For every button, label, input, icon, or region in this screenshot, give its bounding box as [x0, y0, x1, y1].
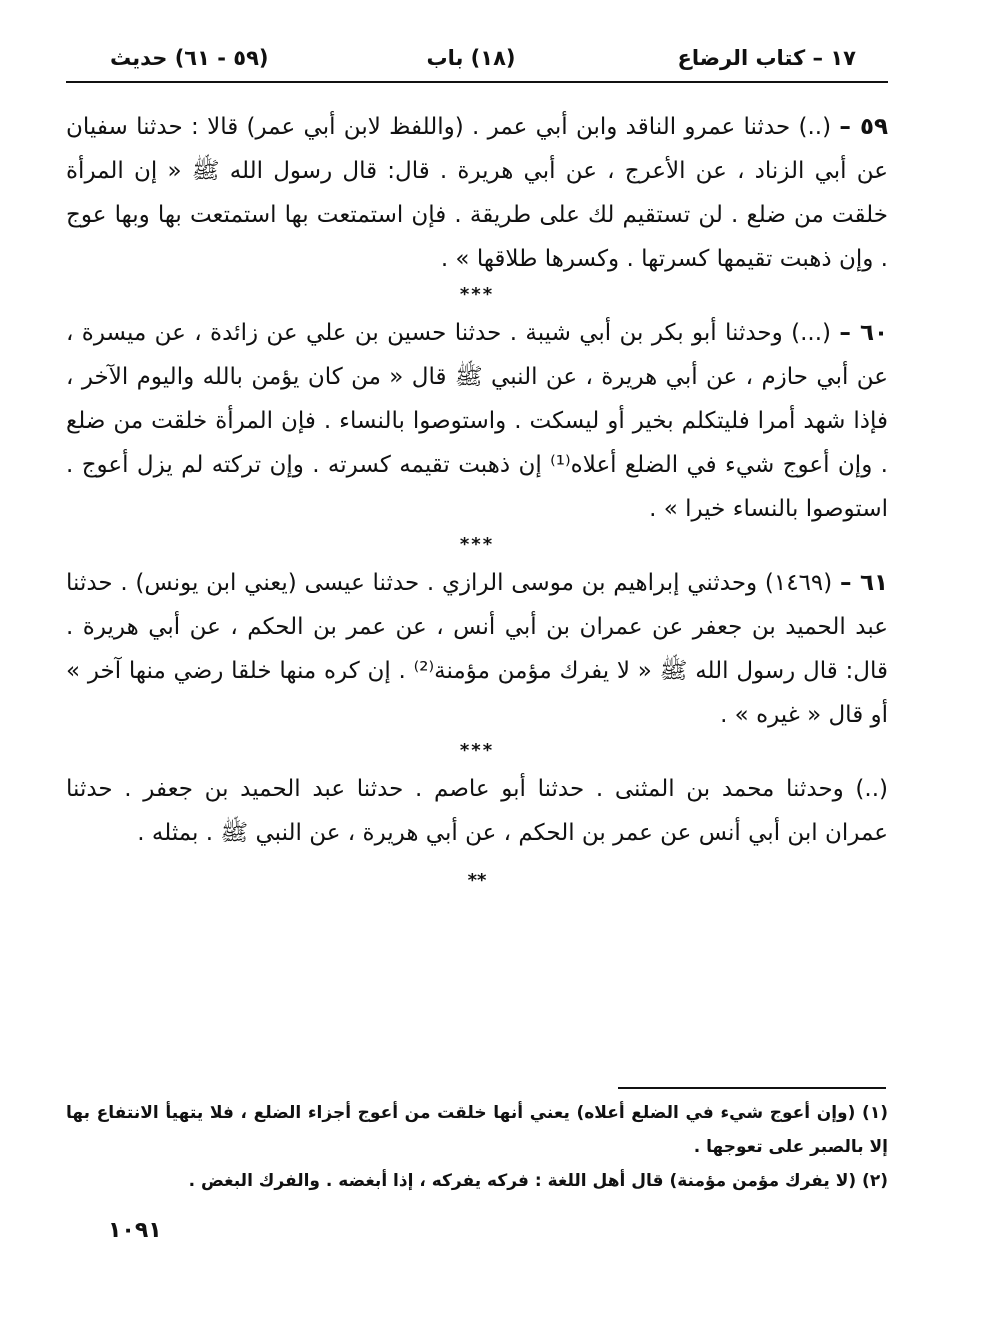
hadith-text: (..) حدثنا عمرو الناقد وابن أبي عمر . (واللفظ لابن أبي عمر) قالا : حدثنا سفيان عن أبي الزناد ، عن الأعرج ، عن أبي هريرة . قال: قال رسول الله ﷺ « إن المرأة خلقت من ضلع . لن تستقيم لك على طريقة . فإن استمتعت بها استمتعت بها وبها عوج . وإن ذهبت تقيمها كسرتها . وكسرها طلاقها » . [66, 114, 888, 272]
hadith-59 [66, 105, 888, 281]
end-mark: ** [467, 870, 487, 891]
footnote-1: (١) (وإن أعوج شيء في الضلع أعلاه) يعني أنها خلقت من أعوج أجزاء الضلع ، فلا يتهيأ الانتفاع بها إلا بالصبر على تعوجها . [66, 1103, 888, 1157]
hadith-60 [66, 311, 888, 531]
hadith-61 [66, 561, 888, 737]
separator-stars: *** [459, 740, 495, 761]
hadith-text: (..) وحدثنا محمد بن المثنى . حدثنا أبو عاصم . حدثنا عبد الحميد بن جعفر . حدثنا عمران ابن أبي أنس عن عمر بن الحكم ، عن أبي هريرة ، عن النبي ﷺ . بمثله . [66, 776, 888, 846]
hadith-61-variant [66, 767, 888, 855]
footnotes [66, 1096, 888, 1198]
header-chapter: (١٨) باب [426, 46, 516, 70]
footnote-2: (٢) (لا يفرك مؤمن مؤمنة) قال أهل اللغة : فركه يفركه ، إذا أبغضه . والفرك البغض . [188, 1171, 888, 1191]
header-book-title: ١٧ – كتاب الرضاع [677, 46, 856, 70]
footnote-divider [618, 1087, 886, 1089]
hadith-number: ٦١ – [840, 570, 889, 596]
header-hadith-range: (٥٩ - ٦١) حديث [110, 46, 269, 70]
page-number: ١٠٩١ [108, 1218, 162, 1243]
header-divider [66, 81, 888, 83]
hadith-text: (...) وحدثنا أبو بكر بن أبي شيبة . حدثنا حسين بن علي عن زائدة ، عن ميسرة ، عن أبي حازم ، عن أبي هريرة ، عن النبي ﷺ قال « من كان يؤمن بالله واليوم الآخر ، فإذا شهد أمرا فليتكلم بخير أو ليسكت . واستوصوا بالنساء . فإن المرأة خلقت من ضلع . وإن أعوج شيء في الضلع أعلاه⁽¹⁾ إن ذهبت تقيمه كسرته . وإن تركته لم يزل أعوج . استوصوا بالنساء خيرا » . [66, 320, 888, 522]
hadith-number: ٦٠ – [839, 320, 889, 346]
page-header [66, 40, 876, 80]
separator-stars: *** [459, 284, 495, 305]
hadith-number: ٥٩ – [839, 114, 889, 140]
main-text [66, 105, 888, 891]
hadith-text: (١٤٦٩) وحدثني إبراهيم بن موسى الرازي . حدثنا عيسى (يعني ابن يونس) . حدثنا عبد الحميد بن جعفر عن عمران بن أبي أنس ، عن عمر بن الحكم ، عن أبي هريرة . قال: قال رسول الله ﷺ « لا يفرك مؤمن مؤمنة⁽²⁾ . إن كره منها خلقا رضي منها آخر » أو قال « غيره » . [66, 570, 888, 728]
separator-stars: *** [459, 534, 495, 555]
